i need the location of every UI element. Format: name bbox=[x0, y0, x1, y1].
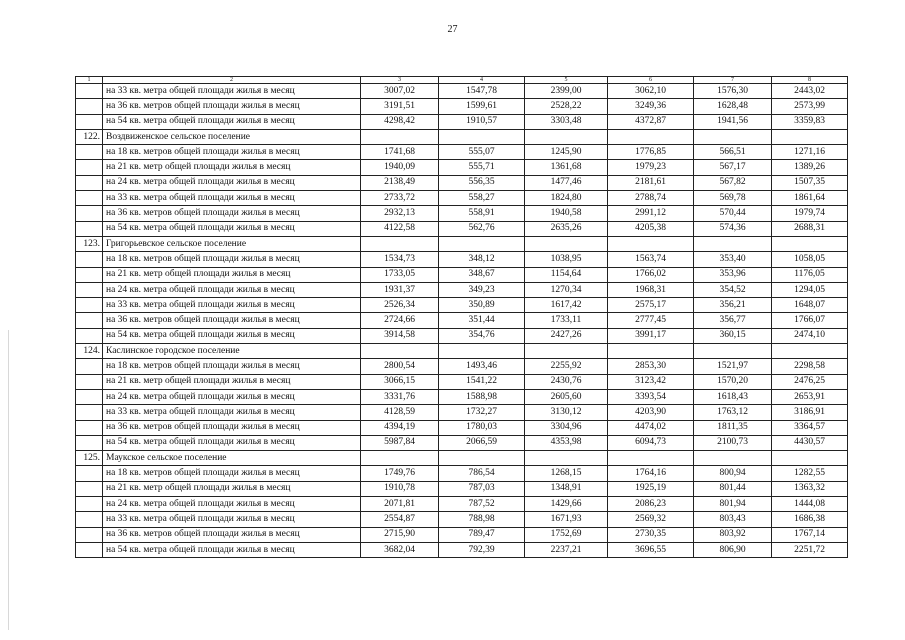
column-number-cell: 3 bbox=[361, 77, 439, 84]
value-cell: 353,96 bbox=[694, 267, 772, 282]
row-label-cell: на 33 кв. метра общей площади жилья в месяц bbox=[103, 191, 361, 206]
value-cell bbox=[361, 451, 439, 466]
value-cell: 2066,59 bbox=[439, 435, 525, 450]
value-cell: 786,54 bbox=[439, 466, 525, 481]
value-cell: 2635,26 bbox=[525, 221, 608, 236]
row-index-cell bbox=[76, 527, 103, 542]
row-index-cell bbox=[76, 267, 103, 282]
table-row bbox=[76, 313, 848, 328]
value-cell bbox=[608, 344, 694, 359]
table-row bbox=[76, 114, 848, 129]
value-cell: 1931,37 bbox=[361, 282, 439, 297]
value-cell: 4122,58 bbox=[361, 221, 439, 236]
value-cell bbox=[439, 344, 525, 359]
value-cell: 1767,14 bbox=[772, 527, 848, 542]
value-cell: 356,21 bbox=[694, 298, 772, 313]
row-label-cell: на 54 кв. метра общей площади жилья в месяц bbox=[103, 221, 361, 236]
table-row bbox=[76, 527, 848, 542]
table-row bbox=[76, 206, 848, 221]
column-number-cell: 8 bbox=[772, 77, 848, 84]
tariff-table bbox=[75, 76, 848, 558]
table-row bbox=[76, 359, 848, 374]
value-cell: 351,44 bbox=[439, 313, 525, 328]
value-cell: 1534,73 bbox=[361, 252, 439, 267]
value-cell: 1686,38 bbox=[772, 512, 848, 527]
value-cell: 2251,72 bbox=[772, 542, 848, 557]
table-row bbox=[76, 160, 848, 175]
value-cell: 1979,74 bbox=[772, 206, 848, 221]
row-index-cell bbox=[76, 114, 103, 129]
value-cell: 2733,72 bbox=[361, 191, 439, 206]
row-label-cell: на 24 кв. метра общей площади жилья в месяц bbox=[103, 175, 361, 190]
row-index-cell bbox=[76, 84, 103, 99]
column-number-cell: 7 bbox=[694, 77, 772, 84]
settlement-name-cell: Каслинское городское поселение bbox=[103, 344, 361, 359]
section-row bbox=[76, 129, 848, 144]
value-cell: 1348,91 bbox=[525, 481, 608, 496]
table-row bbox=[76, 405, 848, 420]
table-row bbox=[76, 512, 848, 527]
table-row bbox=[76, 191, 848, 206]
value-cell: 1733,11 bbox=[525, 313, 608, 328]
row-label-cell: на 21 кв. метр общей площади жилья в месяц bbox=[103, 160, 361, 175]
value-cell: 2100,73 bbox=[694, 435, 772, 450]
table-row bbox=[76, 145, 848, 160]
row-index-cell bbox=[76, 252, 103, 267]
value-cell bbox=[525, 451, 608, 466]
value-cell: 4430,57 bbox=[772, 435, 848, 450]
value-cell: 1588,98 bbox=[439, 389, 525, 404]
value-cell: 4128,59 bbox=[361, 405, 439, 420]
row-index-cell bbox=[76, 145, 103, 160]
value-cell: 1058,05 bbox=[772, 252, 848, 267]
row-index-cell bbox=[76, 175, 103, 190]
row-label-cell: на 21 кв. метр общей площади жилья в месяц bbox=[103, 267, 361, 282]
page-number: 27 bbox=[447, 24, 458, 35]
value-cell: 2427,26 bbox=[525, 328, 608, 343]
value-cell: 1618,43 bbox=[694, 389, 772, 404]
value-cell: 1493,46 bbox=[439, 359, 525, 374]
value-cell bbox=[525, 344, 608, 359]
value-cell: 1733,05 bbox=[361, 267, 439, 282]
value-cell: 3249,36 bbox=[608, 99, 694, 114]
value-cell: 1576,30 bbox=[694, 84, 772, 99]
value-cell: 1507,35 bbox=[772, 175, 848, 190]
value-cell: 803,92 bbox=[694, 527, 772, 542]
value-cell: 2715,90 bbox=[361, 527, 439, 542]
table-row bbox=[76, 542, 848, 557]
column-number-cell: 6 bbox=[608, 77, 694, 84]
table-row bbox=[76, 221, 848, 236]
value-cell: 4203,90 bbox=[608, 405, 694, 420]
value-cell: 1910,57 bbox=[439, 114, 525, 129]
value-cell: 1628,48 bbox=[694, 99, 772, 114]
row-index-cell: 124. bbox=[76, 344, 103, 359]
value-cell: 2528,22 bbox=[525, 99, 608, 114]
value-cell: 1570,20 bbox=[694, 374, 772, 389]
row-index-cell bbox=[76, 99, 103, 114]
value-cell: 1363,32 bbox=[772, 481, 848, 496]
table-row bbox=[76, 466, 848, 481]
value-cell: 1270,34 bbox=[525, 282, 608, 297]
value-cell bbox=[694, 344, 772, 359]
value-cell: 2443,02 bbox=[772, 84, 848, 99]
value-cell: 2853,30 bbox=[608, 359, 694, 374]
value-cell: 3062,10 bbox=[608, 84, 694, 99]
table-row bbox=[76, 481, 848, 496]
value-cell: 556,35 bbox=[439, 175, 525, 190]
value-cell: 4205,38 bbox=[608, 221, 694, 236]
row-label-cell: на 18 кв. метров общей площади жилья в месяц bbox=[103, 359, 361, 374]
value-cell: 558,27 bbox=[439, 191, 525, 206]
value-cell bbox=[361, 236, 439, 251]
row-index-cell bbox=[76, 313, 103, 328]
row-index-cell bbox=[76, 435, 103, 450]
value-cell: 1282,55 bbox=[772, 466, 848, 481]
value-cell: 558,91 bbox=[439, 206, 525, 221]
value-cell: 800,94 bbox=[694, 466, 772, 481]
value-cell: 1176,05 bbox=[772, 267, 848, 282]
value-cell: 1541,22 bbox=[439, 374, 525, 389]
value-cell: 1245,90 bbox=[525, 145, 608, 160]
row-index-cell bbox=[76, 497, 103, 512]
value-cell: 2554,87 bbox=[361, 512, 439, 527]
table-row bbox=[76, 435, 848, 450]
value-cell: 3130,12 bbox=[525, 405, 608, 420]
value-cell: 348,67 bbox=[439, 267, 525, 282]
value-cell: 353,40 bbox=[694, 252, 772, 267]
value-cell: 567,17 bbox=[694, 160, 772, 175]
value-cell bbox=[439, 451, 525, 466]
value-cell bbox=[439, 129, 525, 144]
row-label-cell: на 36 кв. метров общей площади жилья в месяц bbox=[103, 313, 361, 328]
column-number-cell: 4 bbox=[439, 77, 525, 84]
value-cell: 3186,91 bbox=[772, 405, 848, 420]
value-cell: 2237,21 bbox=[525, 542, 608, 557]
row-label-cell: на 36 кв. метров общей площади жилья в месяц bbox=[103, 99, 361, 114]
value-cell bbox=[439, 236, 525, 251]
value-cell: 3393,54 bbox=[608, 389, 694, 404]
value-cell: 3123,42 bbox=[608, 374, 694, 389]
value-cell: 1752,69 bbox=[525, 527, 608, 542]
value-cell: 789,47 bbox=[439, 527, 525, 542]
scan-edge-line bbox=[8, 330, 9, 630]
value-cell: 2932,13 bbox=[361, 206, 439, 221]
value-cell: 792,39 bbox=[439, 542, 525, 557]
value-cell: 1389,26 bbox=[772, 160, 848, 175]
row-label-cell: на 36 кв. метров общей площади жилья в месяц bbox=[103, 420, 361, 435]
value-cell: 350,89 bbox=[439, 298, 525, 313]
row-label-cell: на 54 кв. метра общей площади жилья в месяц bbox=[103, 435, 361, 450]
value-cell: 4394,19 bbox=[361, 420, 439, 435]
section-row bbox=[76, 236, 848, 251]
value-cell: 2255,92 bbox=[525, 359, 608, 374]
value-cell: 1268,15 bbox=[525, 466, 608, 481]
column-number-cell: 2 bbox=[103, 77, 361, 84]
row-index-cell bbox=[76, 420, 103, 435]
value-cell: 349,23 bbox=[439, 282, 525, 297]
value-cell bbox=[694, 236, 772, 251]
value-cell: 1940,09 bbox=[361, 160, 439, 175]
value-cell: 806,90 bbox=[694, 542, 772, 557]
value-cell bbox=[361, 129, 439, 144]
value-cell: 1429,66 bbox=[525, 497, 608, 512]
value-cell: 574,36 bbox=[694, 221, 772, 236]
value-cell: 1741,68 bbox=[361, 145, 439, 160]
value-cell: 3304,96 bbox=[525, 420, 608, 435]
value-cell: 3331,76 bbox=[361, 389, 439, 404]
value-cell: 2991,12 bbox=[608, 206, 694, 221]
value-cell: 2138,49 bbox=[361, 175, 439, 190]
value-cell: 1776,85 bbox=[608, 145, 694, 160]
value-cell: 1547,78 bbox=[439, 84, 525, 99]
row-index-cell bbox=[76, 542, 103, 557]
value-cell: 803,43 bbox=[694, 512, 772, 527]
value-cell: 1749,76 bbox=[361, 466, 439, 481]
section-row bbox=[76, 344, 848, 359]
value-cell bbox=[608, 129, 694, 144]
value-cell: 2800,54 bbox=[361, 359, 439, 374]
row-index-cell: 122. bbox=[76, 129, 103, 144]
table-row bbox=[76, 374, 848, 389]
value-cell: 3696,55 bbox=[608, 542, 694, 557]
value-cell: 1764,16 bbox=[608, 466, 694, 481]
column-number-row bbox=[76, 77, 848, 84]
table-row bbox=[76, 252, 848, 267]
value-cell: 2476,25 bbox=[772, 374, 848, 389]
value-cell: 348,12 bbox=[439, 252, 525, 267]
value-cell bbox=[694, 451, 772, 466]
row-label-cell: на 24 кв. метра общей площади жилья в месяц bbox=[103, 282, 361, 297]
value-cell: 1671,93 bbox=[525, 512, 608, 527]
value-cell: 360,15 bbox=[694, 328, 772, 343]
table-row bbox=[76, 420, 848, 435]
row-label-cell: на 54 кв. метра общей площади жилья в месяц bbox=[103, 114, 361, 129]
settlement-name-cell: Григорьевское сельское поселение bbox=[103, 236, 361, 251]
table-body bbox=[76, 77, 848, 558]
value-cell: 1940,58 bbox=[525, 206, 608, 221]
table-row bbox=[76, 328, 848, 343]
value-cell bbox=[525, 236, 608, 251]
value-cell: 1617,42 bbox=[525, 298, 608, 313]
value-cell: 1599,61 bbox=[439, 99, 525, 114]
value-cell: 787,03 bbox=[439, 481, 525, 496]
value-cell: 2474,10 bbox=[772, 328, 848, 343]
value-cell: 1444,08 bbox=[772, 497, 848, 512]
value-cell: 1763,12 bbox=[694, 405, 772, 420]
value-cell: 4298,42 bbox=[361, 114, 439, 129]
row-index-cell bbox=[76, 282, 103, 297]
row-label-cell: на 18 кв. метров общей площади жилья в месяц bbox=[103, 145, 361, 160]
row-label-cell: на 36 кв. метров общей площади жилья в месяц bbox=[103, 206, 361, 221]
row-label-cell: на 21 кв. метр общей площади жилья в месяц bbox=[103, 481, 361, 496]
value-cell: 1925,19 bbox=[608, 481, 694, 496]
row-index-cell: 123. bbox=[76, 236, 103, 251]
value-cell: 1038,95 bbox=[525, 252, 608, 267]
value-cell: 356,77 bbox=[694, 313, 772, 328]
value-cell: 1780,03 bbox=[439, 420, 525, 435]
value-cell bbox=[608, 451, 694, 466]
table-row bbox=[76, 99, 848, 114]
row-index-cell bbox=[76, 389, 103, 404]
value-cell: 2086,23 bbox=[608, 497, 694, 512]
value-cell: 2569,32 bbox=[608, 512, 694, 527]
value-cell: 2688,31 bbox=[772, 221, 848, 236]
value-cell: 4474,02 bbox=[608, 420, 694, 435]
value-cell bbox=[361, 344, 439, 359]
value-cell: 2399,00 bbox=[525, 84, 608, 99]
section-row bbox=[76, 451, 848, 466]
value-cell: 2605,60 bbox=[525, 389, 608, 404]
value-cell: 3066,15 bbox=[361, 374, 439, 389]
row-index-cell bbox=[76, 359, 103, 374]
value-cell: 2181,61 bbox=[608, 175, 694, 190]
row-index-cell bbox=[76, 160, 103, 175]
value-cell: 1477,46 bbox=[525, 175, 608, 190]
column-number-cell: 1 bbox=[76, 77, 103, 84]
row-index-cell bbox=[76, 374, 103, 389]
row-label-cell: на 54 кв. метра общей площади жилья в месяц bbox=[103, 328, 361, 343]
value-cell: 1271,16 bbox=[772, 145, 848, 160]
value-cell: 566,51 bbox=[694, 145, 772, 160]
value-cell bbox=[772, 451, 848, 466]
row-index-cell bbox=[76, 191, 103, 206]
value-cell bbox=[772, 344, 848, 359]
value-cell: 570,44 bbox=[694, 206, 772, 221]
row-index-cell bbox=[76, 405, 103, 420]
row-label-cell: на 54 кв. метра общей площади жилья в месяц bbox=[103, 542, 361, 557]
value-cell: 1648,07 bbox=[772, 298, 848, 313]
row-label-cell: на 18 кв. метров общей площади жилья в месяц bbox=[103, 252, 361, 267]
value-cell: 3364,57 bbox=[772, 420, 848, 435]
value-cell: 3682,04 bbox=[361, 542, 439, 557]
value-cell: 1979,23 bbox=[608, 160, 694, 175]
value-cell: 787,52 bbox=[439, 497, 525, 512]
value-cell: 2730,35 bbox=[608, 527, 694, 542]
value-cell: 4353,98 bbox=[525, 435, 608, 450]
value-cell: 3007,02 bbox=[361, 84, 439, 99]
value-cell: 1811,35 bbox=[694, 420, 772, 435]
value-cell: 801,44 bbox=[694, 481, 772, 496]
value-cell: 555,07 bbox=[439, 145, 525, 160]
column-number-cell: 5 bbox=[525, 77, 608, 84]
value-cell: 555,71 bbox=[439, 160, 525, 175]
row-index-cell bbox=[76, 328, 103, 343]
value-cell: 2071,81 bbox=[361, 497, 439, 512]
value-cell: 2430,76 bbox=[525, 374, 608, 389]
value-cell: 6094,73 bbox=[608, 435, 694, 450]
value-cell: 2526,34 bbox=[361, 298, 439, 313]
value-cell bbox=[525, 129, 608, 144]
row-label-cell: на 36 кв. метров общей площади жилья в месяц bbox=[103, 527, 361, 542]
row-label-cell: на 24 кв. метра общей площади жилья в месяц bbox=[103, 389, 361, 404]
value-cell: 3303,48 bbox=[525, 114, 608, 129]
value-cell: 569,78 bbox=[694, 191, 772, 206]
value-cell bbox=[772, 236, 848, 251]
row-label-cell: на 33 кв. метра общей площади жилья в месяц bbox=[103, 512, 361, 527]
row-label-cell: на 24 кв. метра общей площади жилья в месяц bbox=[103, 497, 361, 512]
row-label-cell: на 18 кв. метров общей площади жилья в месяц bbox=[103, 466, 361, 481]
value-cell: 1766,02 bbox=[608, 267, 694, 282]
value-cell: 1941,56 bbox=[694, 114, 772, 129]
row-index-cell bbox=[76, 481, 103, 496]
row-label-cell: на 33 кв. метра общей площади жилья в месяц bbox=[103, 405, 361, 420]
value-cell bbox=[694, 129, 772, 144]
value-cell: 2653,91 bbox=[772, 389, 848, 404]
table-row bbox=[76, 84, 848, 99]
value-cell: 2777,45 bbox=[608, 313, 694, 328]
value-cell: 5987,84 bbox=[361, 435, 439, 450]
value-cell: 1968,31 bbox=[608, 282, 694, 297]
value-cell: 1824,80 bbox=[525, 191, 608, 206]
value-cell: 3991,17 bbox=[608, 328, 694, 343]
value-cell bbox=[772, 129, 848, 144]
value-cell: 1294,05 bbox=[772, 282, 848, 297]
value-cell: 2724,66 bbox=[361, 313, 439, 328]
row-index-cell: 125. bbox=[76, 451, 103, 466]
value-cell: 4372,87 bbox=[608, 114, 694, 129]
table-row bbox=[76, 175, 848, 190]
value-cell: 801,94 bbox=[694, 497, 772, 512]
value-cell: 1732,27 bbox=[439, 405, 525, 420]
row-index-cell bbox=[76, 512, 103, 527]
row-label-cell: на 33 кв. метра общей площади жилья в месяц bbox=[103, 298, 361, 313]
value-cell: 1910,78 bbox=[361, 481, 439, 496]
table-row bbox=[76, 389, 848, 404]
value-cell: 3191,51 bbox=[361, 99, 439, 114]
table-row bbox=[76, 282, 848, 297]
value-cell: 562,76 bbox=[439, 221, 525, 236]
table-row bbox=[76, 497, 848, 512]
value-cell: 788,98 bbox=[439, 512, 525, 527]
row-index-cell bbox=[76, 206, 103, 221]
value-cell: 2573,99 bbox=[772, 99, 848, 114]
settlement-name-cell: Воздвиженское сельское поселение bbox=[103, 129, 361, 144]
value-cell: 354,76 bbox=[439, 328, 525, 343]
value-cell: 1521,97 bbox=[694, 359, 772, 374]
table-row bbox=[76, 267, 848, 282]
row-index-cell bbox=[76, 298, 103, 313]
value-cell: 2575,17 bbox=[608, 298, 694, 313]
value-cell: 567,82 bbox=[694, 175, 772, 190]
value-cell: 2788,74 bbox=[608, 191, 694, 206]
settlement-name-cell: Маукское сельское поселение bbox=[103, 451, 361, 466]
value-cell: 1361,68 bbox=[525, 160, 608, 175]
row-index-cell bbox=[76, 466, 103, 481]
value-cell: 354,52 bbox=[694, 282, 772, 297]
value-cell: 1861,64 bbox=[772, 191, 848, 206]
table-row bbox=[76, 298, 848, 313]
row-label-cell: на 21 кв. метр общей площади жилья в месяц bbox=[103, 374, 361, 389]
row-index-cell bbox=[76, 221, 103, 236]
value-cell: 1563,74 bbox=[608, 252, 694, 267]
row-label-cell: на 33 кв. метра общей площади жилья в месяц bbox=[103, 84, 361, 99]
value-cell: 3914,58 bbox=[361, 328, 439, 343]
value-cell: 3359,83 bbox=[772, 114, 848, 129]
value-cell bbox=[608, 236, 694, 251]
value-cell: 2298,58 bbox=[772, 359, 848, 374]
value-cell: 1154,64 bbox=[525, 267, 608, 282]
value-cell: 1766,07 bbox=[772, 313, 848, 328]
